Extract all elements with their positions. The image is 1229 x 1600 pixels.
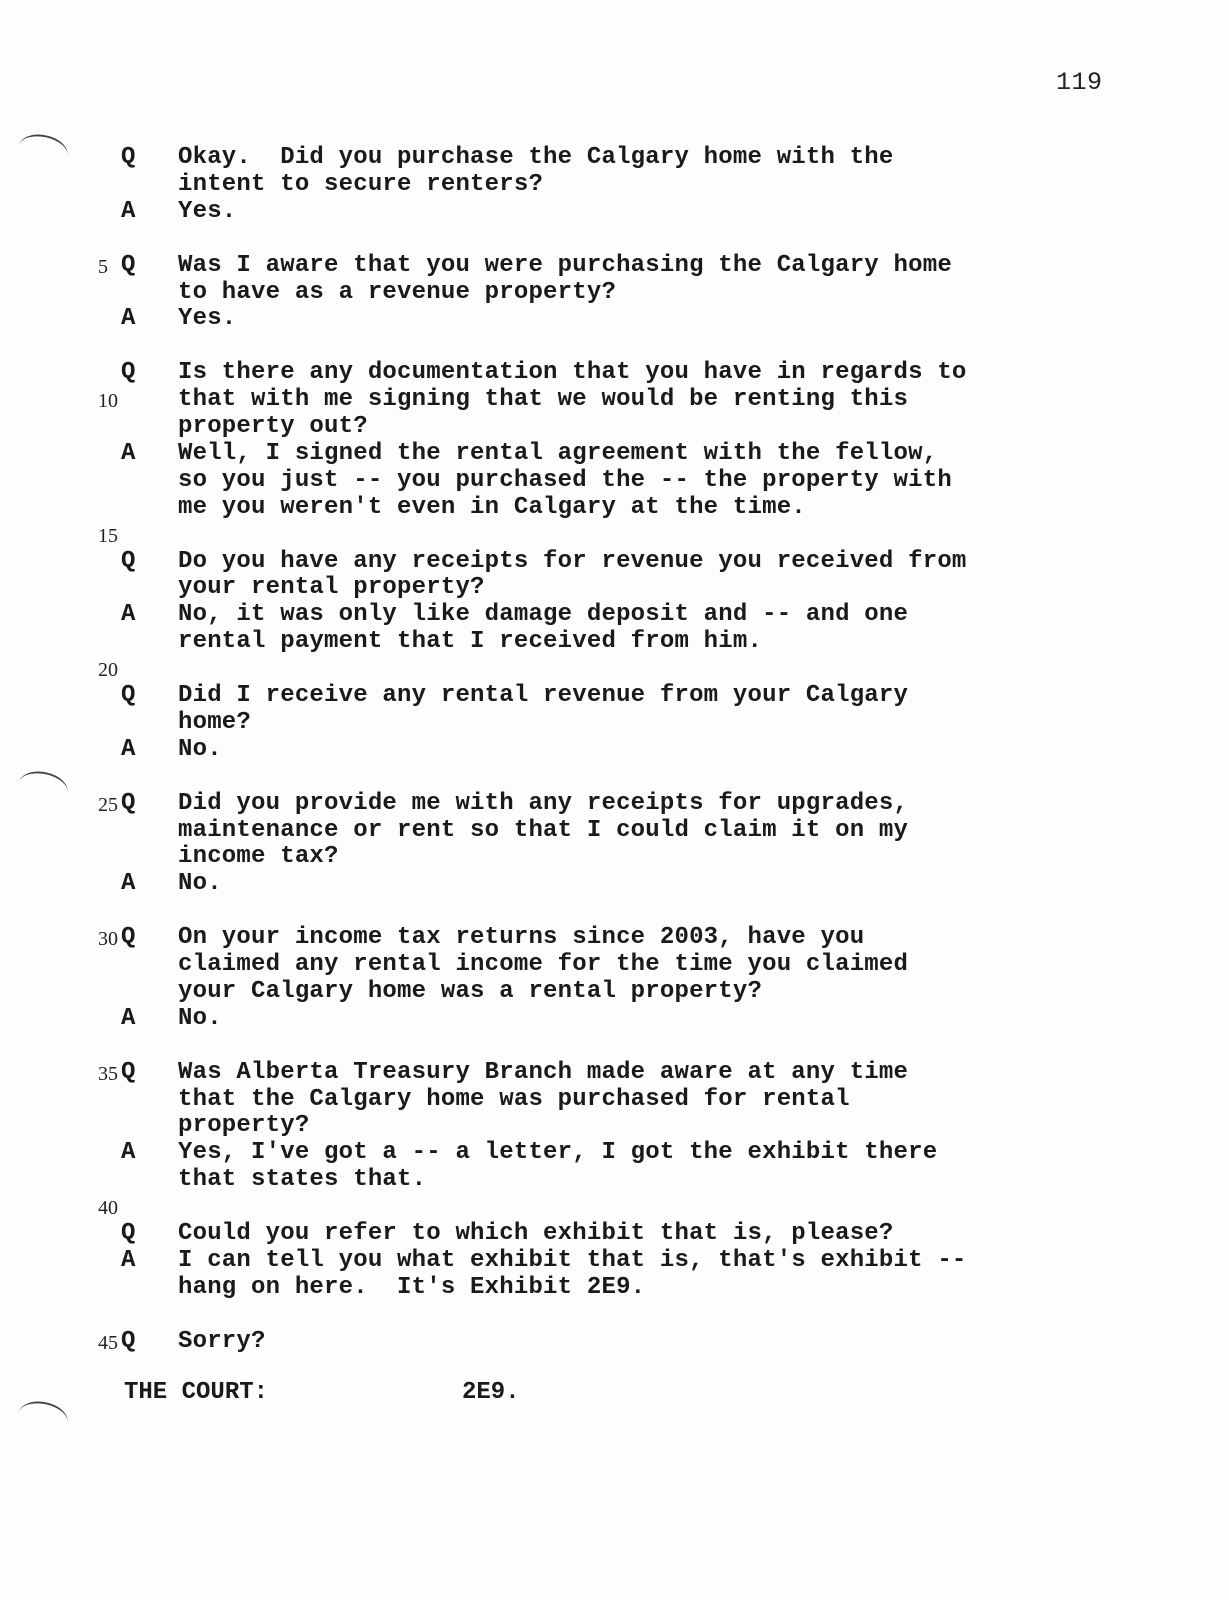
line-text: property? bbox=[178, 1112, 310, 1140]
transcript-line bbox=[0, 359, 1229, 387]
transcript-line bbox=[0, 305, 1229, 333]
line-text: maintenance or rent so that I could claim it on my bbox=[178, 816, 909, 844]
speaker-marker: A bbox=[121, 1246, 136, 1274]
line-text: I can tell you what exhibit that is, that's exhibit -- bbox=[178, 1246, 967, 1274]
speaker-marker: A bbox=[121, 305, 136, 333]
line-number: 15 bbox=[98, 524, 118, 547]
line-text: your Calgary home was a rental property? bbox=[178, 977, 763, 1005]
transcript-line bbox=[0, 924, 1229, 952]
line-text: me you weren't even in Calgary at the time. bbox=[178, 493, 806, 521]
line-number: 40 bbox=[98, 1197, 118, 1220]
speaker-marker: Q bbox=[121, 1327, 136, 1355]
line-text: Could you refer to which exhibit that is, please? bbox=[178, 1220, 894, 1247]
line-text: No. bbox=[178, 1004, 222, 1032]
line-text: Okay. Did you purchase the Calgary home with the bbox=[178, 144, 894, 171]
transcript-line bbox=[0, 252, 1229, 280]
line-text: claimed any rental income for the time you claimed bbox=[178, 951, 909, 978]
speaker-marker: Q bbox=[121, 789, 136, 817]
transcript-line bbox=[0, 897, 1229, 925]
transcript-line bbox=[0, 1166, 1229, 1194]
transcript-line bbox=[0, 978, 1229, 1006]
transcript-line bbox=[0, 1086, 1229, 1114]
transcript-line bbox=[0, 521, 1229, 549]
line-text: your rental property? bbox=[178, 574, 485, 602]
transcript-line bbox=[0, 843, 1229, 871]
transcript-line bbox=[0, 1274, 1229, 1302]
speaker-marker: A bbox=[121, 601, 136, 629]
transcript-line bbox=[0, 736, 1229, 764]
line-text: No. bbox=[178, 870, 222, 898]
speaker-marker: A bbox=[121, 1004, 136, 1032]
line-number: 25 bbox=[98, 793, 118, 816]
speaker-marker: A bbox=[121, 197, 136, 225]
transcript-line bbox=[0, 386, 1229, 414]
court-statement: 2E9. bbox=[462, 1379, 520, 1406]
line-number: 10 bbox=[98, 390, 118, 413]
transcript-line bbox=[0, 1301, 1229, 1329]
line-text: No. bbox=[178, 735, 222, 763]
transcript-line bbox=[0, 1193, 1229, 1221]
line-text: income tax? bbox=[178, 843, 339, 871]
binder-hole-mark bbox=[15, 1397, 71, 1439]
line-text: that with me signing that we would be renting this bbox=[178, 386, 909, 414]
line-text: that the Calgary home was purchased for rental bbox=[178, 1085, 850, 1113]
line-text: Is there any documentation that you have in regards to bbox=[178, 359, 967, 387]
speaker-marker: Q bbox=[121, 682, 136, 709]
line-text: that states that. bbox=[178, 1166, 427, 1194]
transcript-line bbox=[0, 1032, 1229, 1060]
line-text: home? bbox=[178, 708, 252, 736]
transcript-line bbox=[0, 870, 1229, 898]
transcript-line bbox=[0, 682, 1229, 710]
transcript-line bbox=[0, 709, 1229, 737]
court-speaker-label: THE COURT: bbox=[124, 1379, 269, 1406]
line-text: Yes, I've got a -- a letter, I got the exhibit there bbox=[178, 1139, 938, 1167]
transcript-line bbox=[0, 1005, 1229, 1033]
transcript-line bbox=[0, 1247, 1229, 1275]
transcript-line bbox=[0, 1112, 1229, 1140]
line-number: 45 bbox=[98, 1331, 118, 1354]
speaker-marker: Q bbox=[121, 359, 136, 387]
transcript-line bbox=[0, 440, 1229, 468]
page-number: 119 bbox=[1056, 68, 1103, 97]
line-text: rental payment that I received from him. bbox=[178, 628, 763, 656]
line-text: hang on here. It's Exhibit 2E9. bbox=[178, 1273, 646, 1301]
transcript-line bbox=[0, 198, 1229, 226]
transcript-line bbox=[0, 225, 1229, 253]
transcript-line bbox=[0, 144, 1229, 172]
line-text: to have as a revenue property? bbox=[178, 278, 617, 306]
line-number: 5 bbox=[98, 255, 108, 278]
transcript-line bbox=[0, 1220, 1229, 1248]
line-text: so you just -- you purchased the -- the property with bbox=[178, 466, 952, 494]
line-text: Yes. bbox=[178, 305, 237, 333]
transcript-line bbox=[0, 413, 1229, 441]
speaker-marker: Q bbox=[121, 251, 136, 279]
line-text: On your income tax returns since 2003, have you bbox=[178, 924, 865, 952]
transcript-line bbox=[0, 655, 1229, 683]
line-number: 20 bbox=[98, 659, 118, 682]
transcript-line bbox=[0, 951, 1229, 979]
line-text: Was Alberta Treasury Branch made aware at any time bbox=[178, 1058, 909, 1086]
transcript-line bbox=[0, 574, 1229, 602]
speaker-marker: Q bbox=[121, 1220, 136, 1247]
line-text: No, it was only like damage deposit and -- and one bbox=[178, 601, 909, 629]
line-text: property out? bbox=[178, 413, 368, 440]
line-number: 35 bbox=[98, 1062, 118, 1085]
line-number: 30 bbox=[98, 928, 118, 951]
transcript-line bbox=[0, 548, 1229, 576]
speaker-marker: Q bbox=[121, 1058, 136, 1086]
transcript-line bbox=[0, 817, 1229, 845]
transcript-line bbox=[0, 763, 1229, 791]
line-text: Did you provide me with any receipts for upgrades, bbox=[178, 789, 909, 817]
transcript-line bbox=[0, 628, 1229, 656]
line-text: intent to secure renters? bbox=[178, 170, 544, 198]
line-text: Was I aware that you were purchasing the Calgary home bbox=[178, 251, 952, 279]
speaker-marker: Q bbox=[121, 924, 136, 952]
speaker-marker: A bbox=[121, 439, 136, 467]
transcript-line bbox=[0, 1139, 1229, 1167]
speaker-marker: A bbox=[121, 1139, 136, 1167]
transcript-line bbox=[0, 494, 1229, 522]
line-text: Yes. bbox=[178, 197, 237, 225]
speaker-marker: Q bbox=[121, 547, 136, 575]
transcript-line bbox=[0, 1059, 1229, 1087]
transcript-line bbox=[0, 790, 1229, 818]
speaker-marker: A bbox=[121, 870, 136, 898]
line-text: Sorry? bbox=[178, 1327, 266, 1355]
transcript-line bbox=[0, 467, 1229, 495]
transcript-line bbox=[0, 1328, 1229, 1356]
transcript-line bbox=[0, 601, 1229, 629]
transcript-line bbox=[0, 332, 1229, 360]
transcript-line bbox=[0, 279, 1229, 307]
speaker-marker: Q bbox=[121, 144, 136, 171]
line-text: Well, I signed the rental agreement with the fellow, bbox=[178, 439, 938, 467]
line-text: Do you have any receipts for revenue you received from bbox=[178, 547, 967, 575]
transcript-line bbox=[0, 171, 1229, 199]
line-text: Did I receive any rental revenue from your Calgary bbox=[178, 682, 909, 709]
speaker-marker: A bbox=[121, 735, 136, 763]
